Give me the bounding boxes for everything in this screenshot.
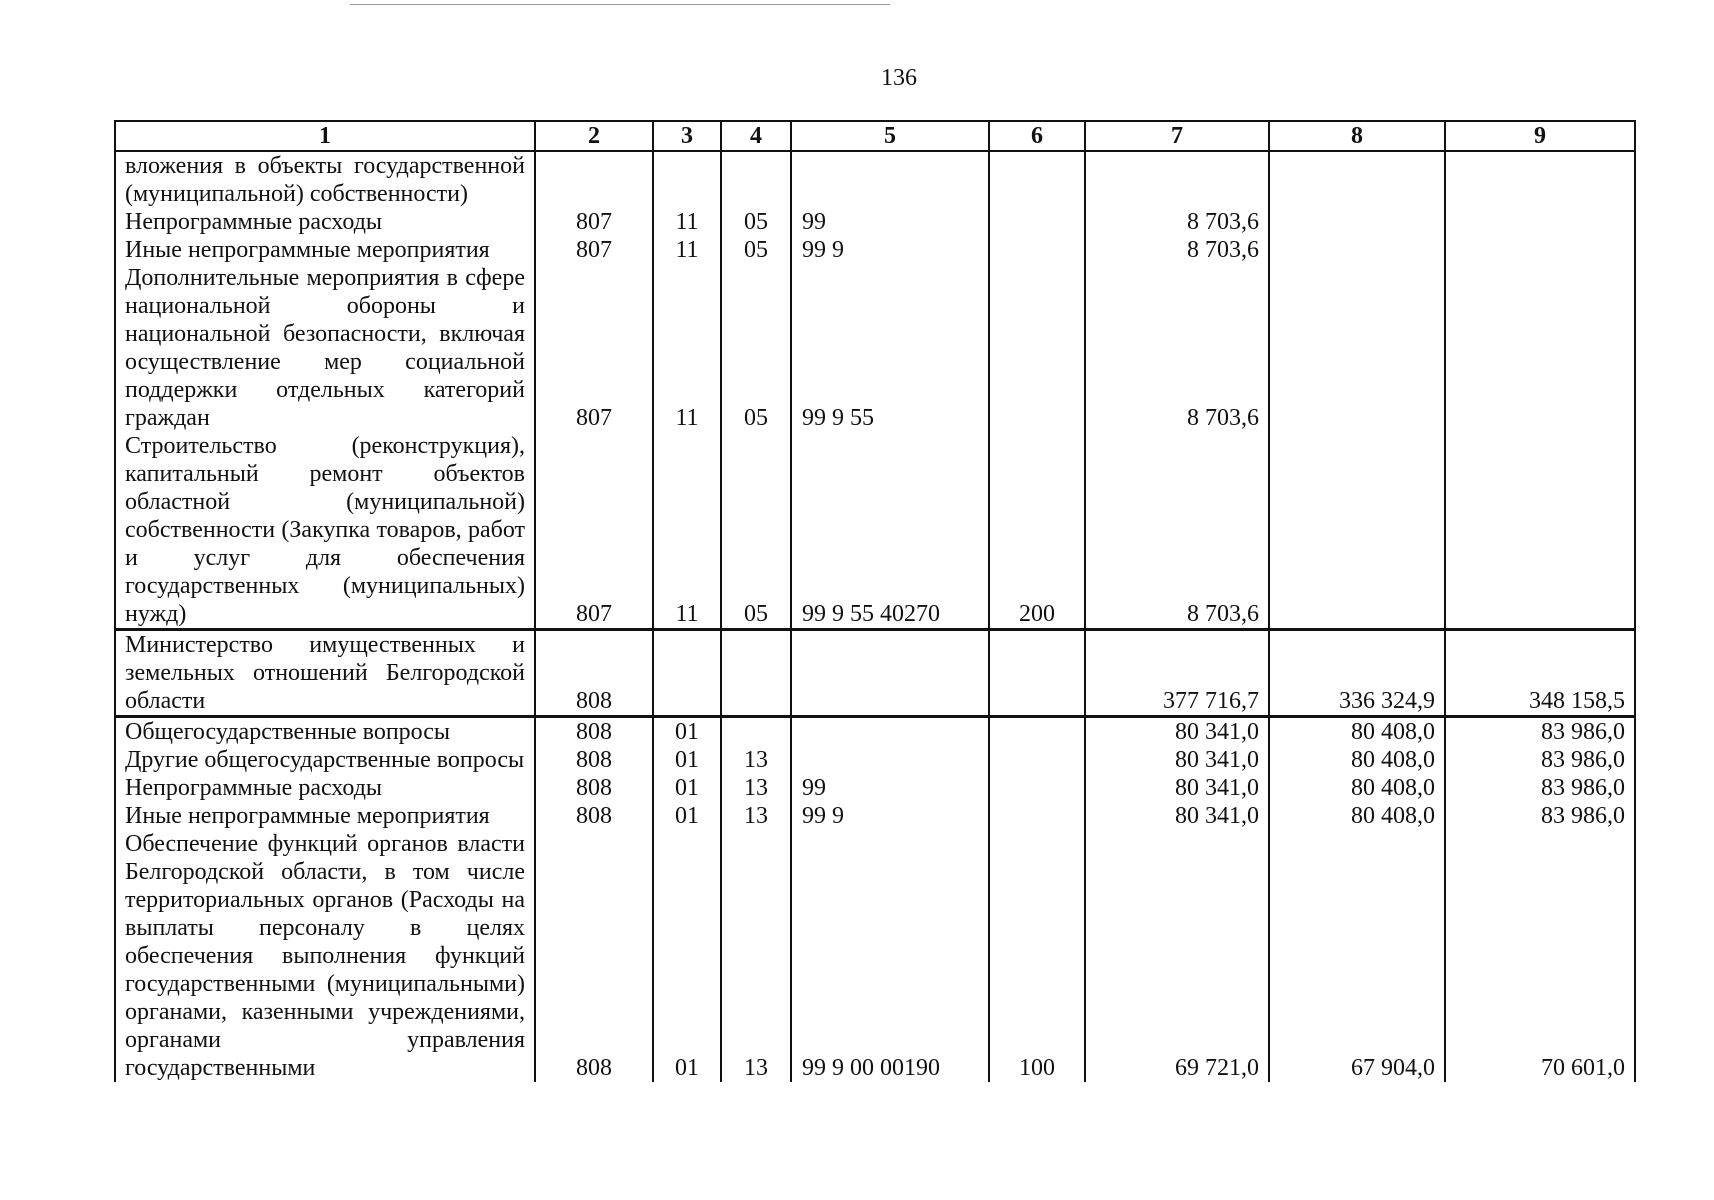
row-sum-col-7: 69 721,0: [1085, 830, 1269, 1082]
page-number: 136: [881, 65, 917, 91]
row-sum-col-9: 70 601,0: [1445, 830, 1635, 1082]
row-sum-col-8: 80 408,0: [1269, 802, 1445, 830]
row-expense-type-code: [989, 774, 1085, 802]
row-section-code: 11: [653, 236, 721, 264]
header-col-1: 1: [115, 121, 535, 151]
row-sum-col-9: 83 986,0: [1445, 774, 1635, 802]
row-admin-code: [535, 151, 653, 208]
row-admin-code: 808: [535, 717, 653, 747]
row-name: Непрограммные расходы: [115, 774, 535, 802]
row-name: Строительство (реконструкция), капитальный ремонт объектов областной (муниципальной) собственности (Закупка товаров, работ и услуг для обеспечения государственных (муниципальных) нужд): [115, 432, 535, 630]
table-row: [115, 717, 1635, 747]
row-sum-col-8: [1269, 151, 1445, 208]
row-sum-col-8: [1269, 236, 1445, 264]
row-section-code: [653, 630, 721, 717]
row-section-code: [653, 151, 721, 208]
row-sum-col-9: [1445, 432, 1635, 630]
row-section-code: 11: [653, 432, 721, 630]
row-sum-col-9: 348 158,5: [1445, 630, 1635, 717]
row-sum-col-8: 336 324,9: [1269, 630, 1445, 717]
table-row: [115, 746, 1635, 774]
row-subsection-code: [721, 630, 791, 717]
row-expense-type-code: [989, 151, 1085, 208]
row-subsection-code: 13: [721, 746, 791, 774]
row-name: Непрограммные расходы: [115, 208, 535, 236]
row-target-article-code: 99 9 55: [791, 264, 989, 432]
budget-table: [114, 120, 1636, 1082]
row-sum-col-8: 67 904,0: [1269, 830, 1445, 1082]
header-col-7: 7: [1085, 121, 1269, 151]
row-sum-col-9: 83 986,0: [1445, 717, 1635, 747]
row-name: Обеспечение функций органов власти Белгородской области, в том числе территориальных органов (Расходы на выплаты персоналу в целях обеспечения выполнения функций государственными (муниципальными) органами, казенными учреждениями, органами управления государственными: [115, 830, 535, 1082]
row-name: Иные непрограммные мероприятия: [115, 236, 535, 264]
row-sum-col-9: 83 986,0: [1445, 746, 1635, 774]
row-target-article-code: 99 9 00 00190: [791, 830, 989, 1082]
row-sum-col-7: [1085, 151, 1269, 208]
row-expense-type-code: [989, 630, 1085, 717]
row-admin-code: 808: [535, 630, 653, 717]
row-sum-col-7: 80 341,0: [1085, 774, 1269, 802]
row-subsection-code: 05: [721, 264, 791, 432]
row-admin-code: 807: [535, 432, 653, 630]
row-sum-col-9: 83 986,0: [1445, 802, 1635, 830]
table-row: [115, 208, 1635, 236]
row-target-article-code: 99 9 55 40270: [791, 432, 989, 630]
row-admin-code: 807: [535, 264, 653, 432]
row-section-code: 11: [653, 208, 721, 236]
row-target-article-code: 99: [791, 208, 989, 236]
row-admin-code: 808: [535, 830, 653, 1082]
row-admin-code: 807: [535, 208, 653, 236]
row-expense-type-code: 200: [989, 432, 1085, 630]
row-section-code: 01: [653, 830, 721, 1082]
table-row: [115, 264, 1635, 432]
table-row: [115, 802, 1635, 830]
row-section-code: 01: [653, 774, 721, 802]
header-col-8: 8: [1269, 121, 1445, 151]
row-subsection-code: 05: [721, 236, 791, 264]
row-name: вложения в объекты государственной (муниципальной) собственности): [115, 151, 535, 208]
row-name: Другие общегосударственные вопросы: [115, 746, 535, 774]
row-subsection-code: 05: [721, 432, 791, 630]
row-sum-col-9: [1445, 151, 1635, 208]
row-subsection-code: [721, 151, 791, 208]
table-body: [115, 151, 1635, 1082]
row-section-code: 11: [653, 264, 721, 432]
row-sum-col-8: [1269, 208, 1445, 236]
header-col-6: 6: [989, 121, 1085, 151]
header-col-2: 2: [535, 121, 653, 151]
row-expense-type-code: [989, 746, 1085, 774]
row-target-article-code: [791, 151, 989, 208]
table-row: [115, 774, 1635, 802]
row-subsection-code: 13: [721, 802, 791, 830]
row-name: Иные непрограммные мероприятия: [115, 802, 535, 830]
row-sum-col-9: [1445, 264, 1635, 432]
row-expense-type-code: [989, 208, 1085, 236]
header-col-3: 3: [653, 121, 721, 151]
row-subsection-code: [721, 717, 791, 747]
row-sum-col-7: 80 341,0: [1085, 717, 1269, 747]
row-sum-col-7: 8 703,6: [1085, 264, 1269, 432]
row-subsection-code: 13: [721, 830, 791, 1082]
row-expense-type-code: [989, 717, 1085, 747]
row-name: Общегосударственные вопросы: [115, 717, 535, 747]
row-sum-col-7: 80 341,0: [1085, 802, 1269, 830]
table-header-row: [115, 121, 1635, 151]
row-target-article-code: 99 9: [791, 802, 989, 830]
row-section-code: 01: [653, 717, 721, 747]
row-expense-type-code: 100: [989, 830, 1085, 1082]
row-expense-type-code: [989, 264, 1085, 432]
row-admin-code: 808: [535, 774, 653, 802]
table-row: [115, 830, 1635, 1082]
top-rule: [350, 4, 890, 5]
row-sum-col-7: 8 703,6: [1085, 432, 1269, 630]
header-col-4: 4: [721, 121, 791, 151]
row-sum-col-7: 377 716,7: [1085, 630, 1269, 717]
table-row: [115, 236, 1635, 264]
row-expense-type-code: [989, 802, 1085, 830]
table-row: [115, 151, 1635, 208]
row-sum-col-8: [1269, 264, 1445, 432]
row-sum-col-7: 80 341,0: [1085, 746, 1269, 774]
row-sum-col-8: 80 408,0: [1269, 717, 1445, 747]
row-name: Министерство имущественных и земельных отношений Белгородской области: [115, 630, 535, 717]
row-admin-code: 807: [535, 236, 653, 264]
row-admin-code: 808: [535, 802, 653, 830]
row-sum-col-9: [1445, 236, 1635, 264]
row-target-article-code: 99: [791, 774, 989, 802]
row-sum-col-7: 8 703,6: [1085, 236, 1269, 264]
row-admin-code: 808: [535, 746, 653, 774]
table-row: [115, 432, 1635, 630]
row-name: Дополнительные мероприятия в сфере национальной обороны и национальной безопасности, включая осуществление мер социальной поддержки отдельных категорий граждан: [115, 264, 535, 432]
row-target-article-code: [791, 746, 989, 774]
row-sum-col-9: [1445, 208, 1635, 236]
row-expense-type-code: [989, 236, 1085, 264]
row-sum-col-8: 80 408,0: [1269, 746, 1445, 774]
table-row: [115, 630, 1635, 717]
row-sum-col-7: 8 703,6: [1085, 208, 1269, 236]
row-target-article-code: [791, 630, 989, 717]
row-section-code: 01: [653, 746, 721, 774]
row-target-article-code: [791, 717, 989, 747]
row-section-code: 01: [653, 802, 721, 830]
header-col-5: 5: [791, 121, 989, 151]
header-col-9: 9: [1445, 121, 1635, 151]
row-sum-col-8: 80 408,0: [1269, 774, 1445, 802]
row-subsection-code: 13: [721, 774, 791, 802]
row-sum-col-8: [1269, 432, 1445, 630]
row-target-article-code: 99 9: [791, 236, 989, 264]
row-subsection-code: 05: [721, 208, 791, 236]
